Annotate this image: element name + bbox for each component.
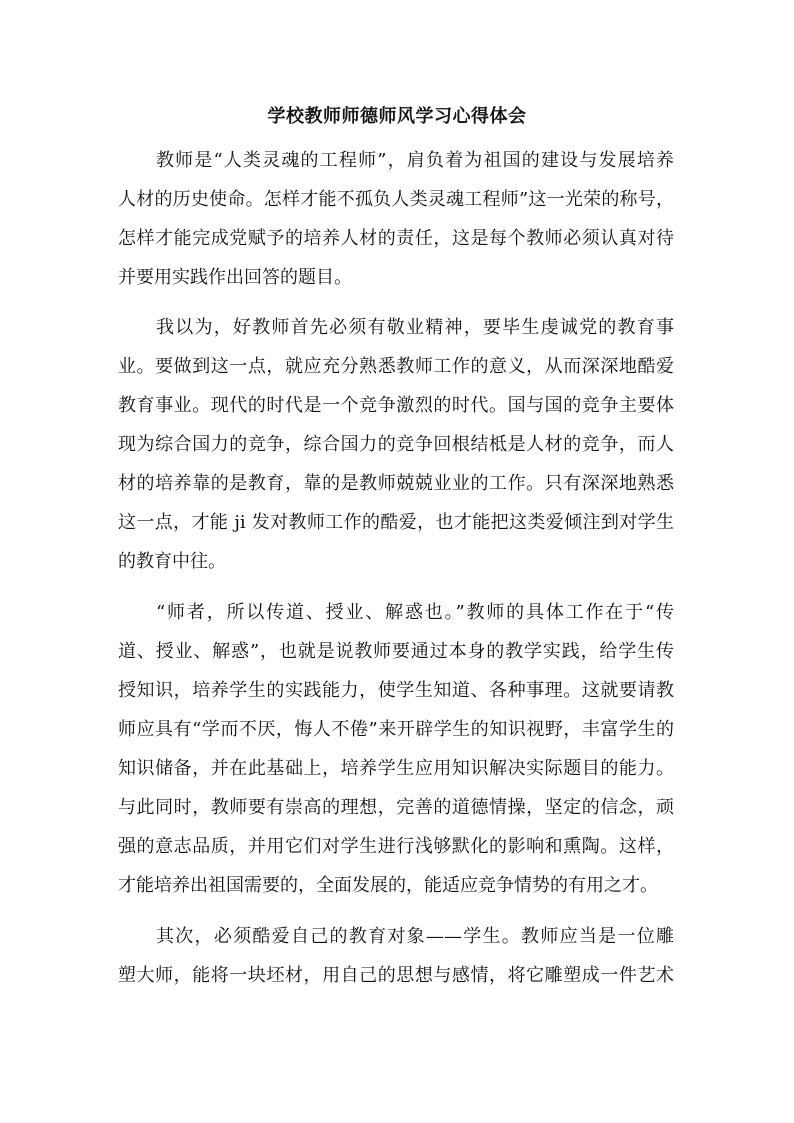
paragraph-line: 现为综合国力的竞争，综合国力的竞争回根结柢是人材的竞争，而人: [118, 434, 674, 455]
paragraph-line: “师者，所以传道、授业、解惑也。”教师的具体工作在于“传: [156, 602, 674, 623]
paragraph-line: 其次，必须酷爱自己的教育对象——学生。教师应当是一位雕: [156, 926, 674, 947]
paragraph-line: 并要用实践作出回答的题目。: [118, 267, 352, 288]
paragraph-line: 才能培养出祖国需要的，全面发展的，能适应竞争情势的有用之才。: [118, 875, 658, 896]
paragraph-line: 这一点，才能 ji 发对教师工作的酷爱，也才能把这类爱倾注到对学生: [118, 512, 674, 533]
paragraph-line: 授知识，培养学生的实践能力，使学生知道、各种事理。这就要请教: [118, 680, 674, 701]
paragraph-line: 材的培养靠的是教育，靠的是教师兢兢业业的工作。只有深深地熟悉: [118, 473, 674, 494]
paragraph-line: 师应具有“学而不厌，悔人不倦”来开辟学生的知识视野，丰富学生的: [118, 719, 674, 740]
document-title: 学校教师师德师风学习心得体会: [267, 106, 527, 127]
paragraph-line: 怎样才能完成党赋予的培养人材的责任，这是每个教师必须认真对待: [118, 228, 674, 249]
paragraph-line: 强的意志品质，并用它们对学生进行浅够默化的影响和熏陶。这样，: [118, 836, 674, 857]
paragraph-line: 知识储备，并在此基础上，培养学生应用知识解决实际题目的能力。: [118, 758, 674, 779]
paragraph-line: 教师是“人类灵魂的工程师”，肩负着为祖国的建设与发展培养: [156, 150, 674, 171]
paragraph-line: 人材的历史使命。怎样才能不孤负人类灵魂工程师”这一光荣的称号，: [118, 189, 674, 210]
paragraph-line: 与此同时，教师要有崇高的理想，完善的道德情操，坚定的信念，顽: [118, 797, 674, 818]
paragraph-line: 业。要做到这一点，就应充分熟悉教师工作的意义，从而深深地酷爱: [118, 356, 674, 377]
paragraph-line: 的教育中往。: [118, 551, 226, 572]
paragraph-line: 我以为，好教师首先必须有敬业精神，要毕生虔诚党的教育事: [156, 317, 674, 338]
paragraph-line: 教育事业。现代的时代是一个竞争激烈的时代。国与国的竞争主要体: [118, 395, 674, 416]
paragraph-line: 塑大师，能将一块坯材，用自己的思想与感情，将它雕塑成一件艺术: [118, 965, 674, 986]
paragraph-line: 道、授业、解惑”，也就是说教师要通过本身的教学实践，给学生传: [118, 641, 674, 662]
